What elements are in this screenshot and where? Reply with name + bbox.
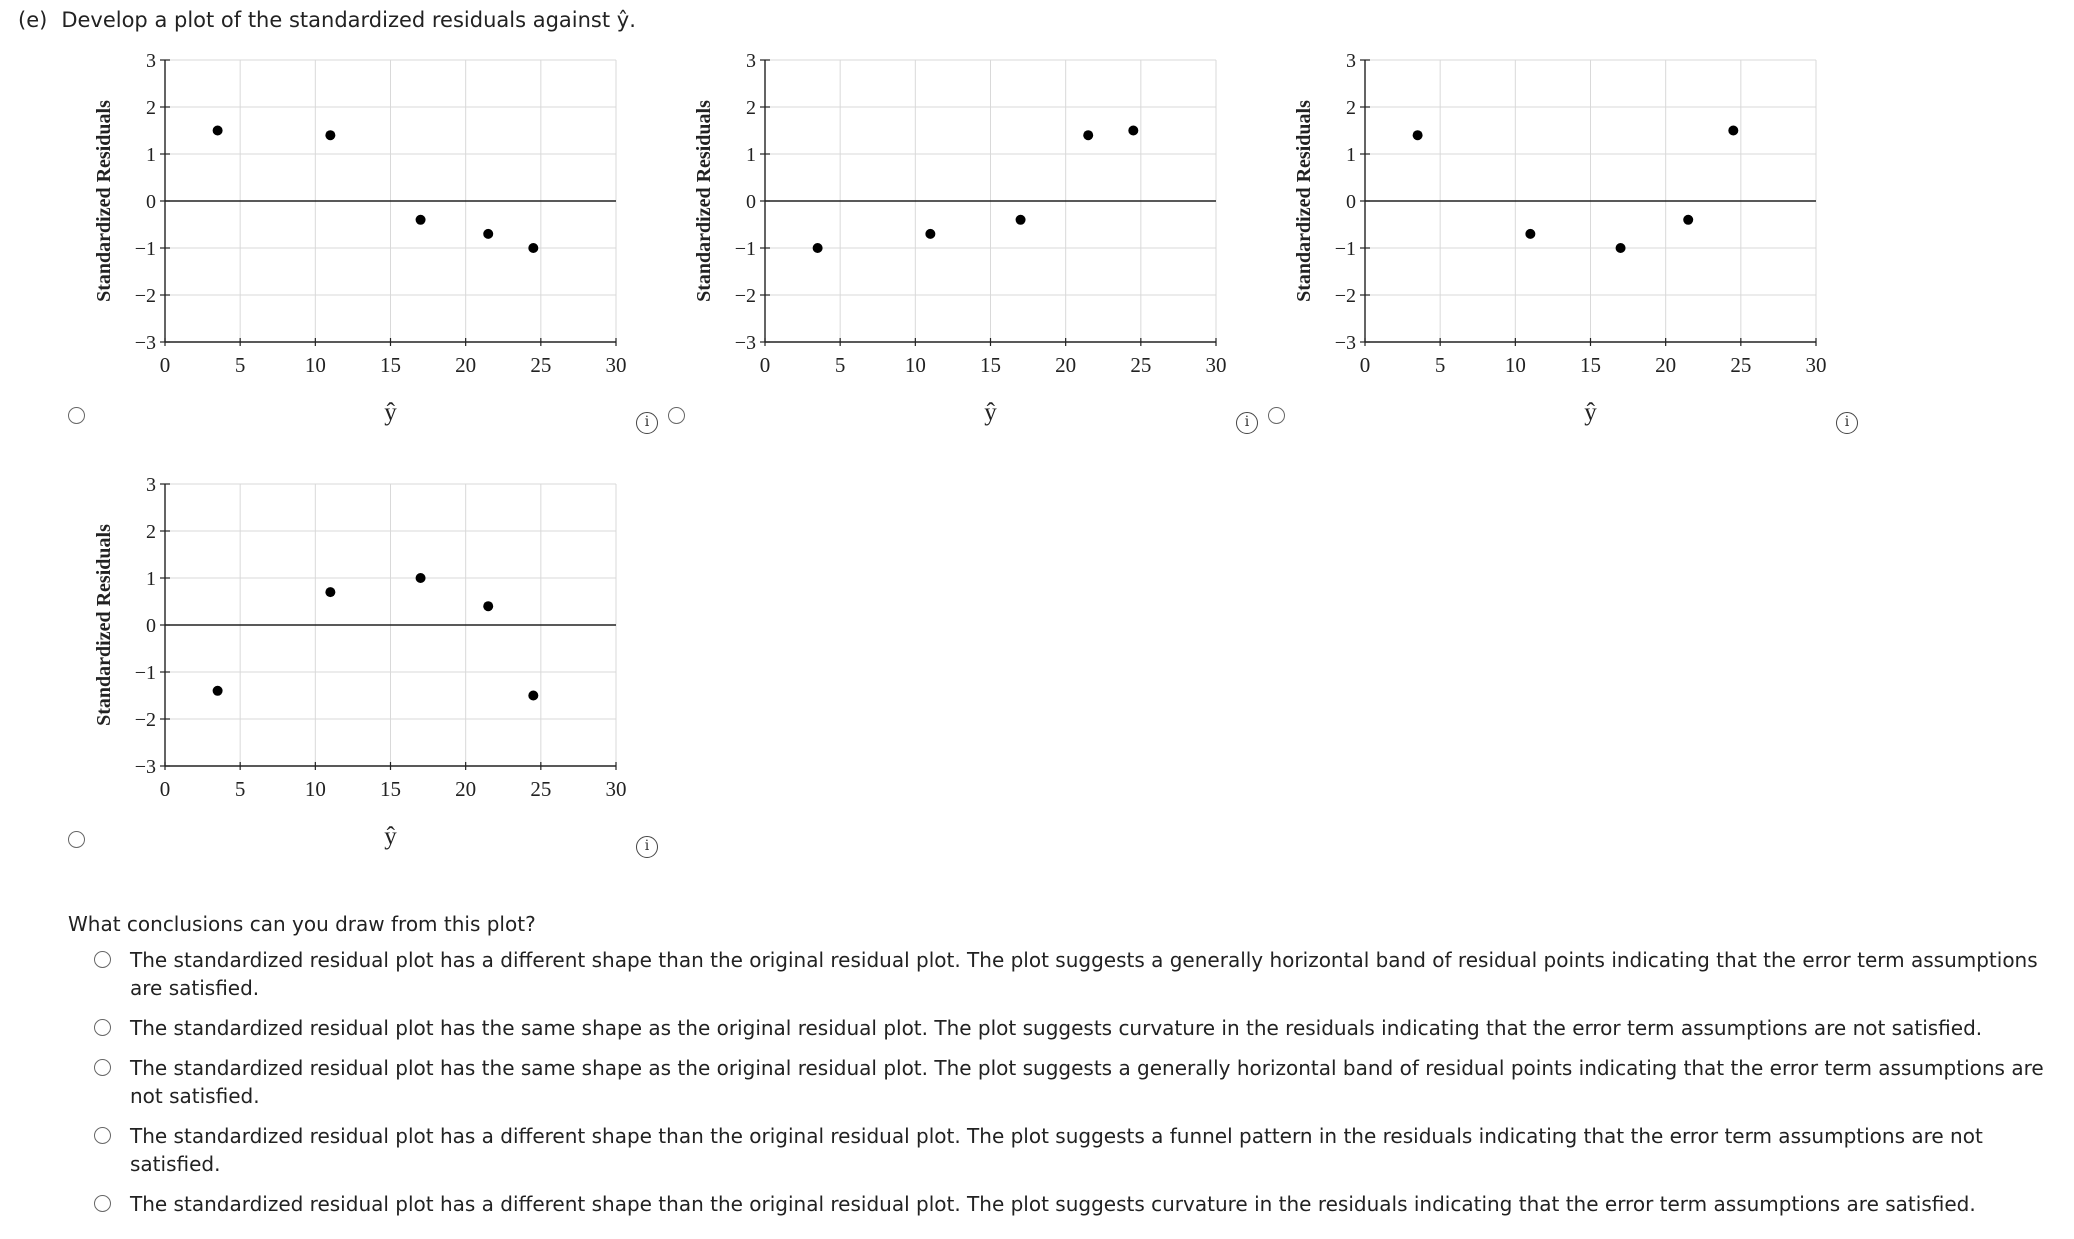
x-tick-label: 15 xyxy=(380,777,401,801)
data-point xyxy=(813,243,823,253)
conclusion-section xyxy=(68,912,2058,1230)
info-icon[interactable]: i xyxy=(636,836,658,858)
y-tick-label: 1 xyxy=(146,568,156,590)
data-point xyxy=(416,573,426,583)
y-tick-label: −2 xyxy=(734,285,756,307)
conclusion-option-5[interactable] xyxy=(68,1190,2058,1218)
y-tick-label: 3 xyxy=(146,474,156,496)
y-tick-label: −2 xyxy=(134,709,156,731)
y-axis-label: Standardized Residuals xyxy=(93,524,115,726)
x-tick-label: 20 xyxy=(455,353,477,377)
x-axis-label: ŷ xyxy=(384,399,397,426)
plot-option-radio-3[interactable] xyxy=(1268,407,1285,424)
y-tick-label: 1 xyxy=(746,144,756,166)
data-point xyxy=(1128,126,1138,136)
y-tick-label: −3 xyxy=(734,332,756,354)
x-tick-label: 30 xyxy=(605,353,627,377)
conclusion-option-label: The standardized residual plot has the same shape as the original residual plot. The plot suggests a generally horizontal band of residual points indicating that the error term assumptions are not satisfied. xyxy=(130,1056,2044,1108)
x-tick-label: 0 xyxy=(159,353,171,377)
plot-option-radio-4[interactable] xyxy=(68,831,85,848)
conclusion-option-label: The standardized residual plot has the same shape as the original residual plot. The plot suggests curvature in the residuals indicating that the error term assumptions are not satisfied. xyxy=(130,1016,1983,1040)
data-point xyxy=(925,229,935,239)
x-tick-label: 0 xyxy=(1359,353,1371,377)
y-tick-label: −2 xyxy=(134,285,156,307)
y-tick-label: −1 xyxy=(134,238,156,260)
x-tick-label: 20 xyxy=(1655,353,1677,377)
y-tick-label: −3 xyxy=(134,332,156,354)
data-point xyxy=(325,130,335,140)
data-point xyxy=(528,243,538,253)
y-tick-label: 3 xyxy=(746,50,756,72)
y-tick-label: 3 xyxy=(146,50,156,72)
data-point xyxy=(1616,243,1626,253)
plot-option-radio-2[interactable] xyxy=(668,407,685,424)
x-tick-label: 0 xyxy=(759,353,771,377)
conclusion-option-label: The standardized residual plot has a different shape than the original residual plot. The plot suggests a funnel pattern in the residuals indicating that the error term assumptions are not satisfied. xyxy=(130,1124,1983,1176)
y-tick-label: 2 xyxy=(746,97,756,119)
plot-svg xyxy=(1286,48,1906,468)
data-point xyxy=(1016,215,1026,225)
x-tick-label: 25 xyxy=(530,353,552,377)
info-icon[interactable]: i xyxy=(1836,412,1858,434)
x-tick-label: 15 xyxy=(1580,353,1601,377)
x-axis-label: ŷ xyxy=(984,399,997,426)
x-tick-label: 5 xyxy=(234,353,246,377)
data-point xyxy=(213,686,223,696)
data-point xyxy=(528,691,538,701)
y-tick-label: 3 xyxy=(1346,50,1356,72)
residual-plot-4 xyxy=(86,472,706,892)
y-tick-label: 2 xyxy=(146,521,156,543)
conclusion-radio-3[interactable] xyxy=(94,1059,111,1076)
y-tick-label: −3 xyxy=(134,756,156,778)
plot-svg xyxy=(86,472,706,892)
conclusion-option-1[interactable] xyxy=(68,946,2058,1002)
data-point xyxy=(1083,130,1093,140)
y-tick-label: 2 xyxy=(146,97,156,119)
y-tick-label: 0 xyxy=(146,191,156,213)
x-tick-label: 10 xyxy=(904,353,926,377)
data-point xyxy=(416,215,426,225)
question-text xyxy=(18,8,636,32)
conclusion-option-2[interactable] xyxy=(68,1014,2058,1042)
plot-svg xyxy=(686,48,1306,468)
residual-plot-3 xyxy=(1286,48,1906,468)
y-axis-label: Standardized Residuals xyxy=(693,100,715,302)
data-point xyxy=(213,126,223,136)
y-tick-label: −1 xyxy=(734,238,756,260)
question-prompt: Develop a plot of the standardized residuals against ŷ. xyxy=(61,8,636,32)
data-point xyxy=(1683,215,1693,225)
x-tick-label: 30 xyxy=(1205,353,1227,377)
x-tick-label: 30 xyxy=(605,777,627,801)
info-icon[interactable]: i xyxy=(636,412,658,434)
x-tick-label: 20 xyxy=(1055,353,1077,377)
info-icon[interactable]: i xyxy=(1236,412,1258,434)
y-tick-label: 1 xyxy=(1346,144,1356,166)
residual-plot-1 xyxy=(86,48,706,468)
x-axis-label: ŷ xyxy=(1584,399,1597,426)
y-tick-label: 0 xyxy=(746,191,756,213)
conclusion-option-4[interactable] xyxy=(68,1122,2058,1178)
x-tick-label: 10 xyxy=(1504,353,1526,377)
conclusion-option-3[interactable] xyxy=(68,1054,2058,1110)
y-tick-label: −1 xyxy=(134,662,156,684)
plot-option-radio-1[interactable] xyxy=(68,407,85,424)
x-tick-label: 25 xyxy=(530,777,552,801)
x-tick-label: 30 xyxy=(1805,353,1827,377)
conclusion-radio-5[interactable] xyxy=(94,1195,111,1212)
conclusion-option-label: The standardized residual plot has a different shape than the original residual plot. The plot suggests curvature in the residuals indicating that the error term assumptions are satisfied. xyxy=(130,1192,1976,1216)
x-tick-label: 25 xyxy=(1130,353,1152,377)
data-point xyxy=(1413,130,1423,140)
x-tick-label: 15 xyxy=(980,353,1001,377)
conclusion-option-label: The standardized residual plot has a different shape than the original residual plot. The plot suggests a generally horizontal band of residual points indicating that the error term assumptions are satisfied. xyxy=(130,948,2038,1000)
data-point xyxy=(325,587,335,597)
data-point xyxy=(1525,229,1535,239)
y-axis-label: Standardized Residuals xyxy=(93,100,115,302)
x-tick-label: 10 xyxy=(304,777,326,801)
y-tick-label: 1 xyxy=(146,144,156,166)
x-tick-label: 0 xyxy=(159,777,171,801)
data-point xyxy=(483,229,493,239)
y-axis-label: Standardized Residuals xyxy=(1293,100,1315,302)
x-tick-label: 10 xyxy=(304,353,326,377)
y-tick-label: −1 xyxy=(1334,238,1356,260)
question-part: (e) xyxy=(18,8,48,32)
y-tick-label: 0 xyxy=(1346,191,1356,213)
x-tick-label: 15 xyxy=(380,353,401,377)
conclusion-prompt: What conclusions can you draw from this plot? xyxy=(68,912,536,936)
data-point xyxy=(1728,126,1738,136)
plot-svg xyxy=(86,48,706,468)
x-tick-label: 5 xyxy=(834,353,846,377)
y-tick-label: −3 xyxy=(1334,332,1356,354)
x-tick-label: 5 xyxy=(1434,353,1446,377)
y-tick-label: 2 xyxy=(1346,97,1356,119)
data-point xyxy=(483,601,493,611)
x-axis-label: ŷ xyxy=(384,823,397,850)
x-tick-label: 5 xyxy=(234,777,246,801)
conclusion-radio-1[interactable] xyxy=(94,951,111,968)
y-tick-label: −2 xyxy=(1334,285,1356,307)
conclusion-radio-4[interactable] xyxy=(94,1127,111,1144)
conclusion-radio-2[interactable] xyxy=(94,1019,111,1036)
x-tick-label: 25 xyxy=(1730,353,1752,377)
y-tick-label: 0 xyxy=(146,615,156,637)
residual-plot-2 xyxy=(686,48,1306,468)
x-tick-label: 20 xyxy=(455,777,477,801)
